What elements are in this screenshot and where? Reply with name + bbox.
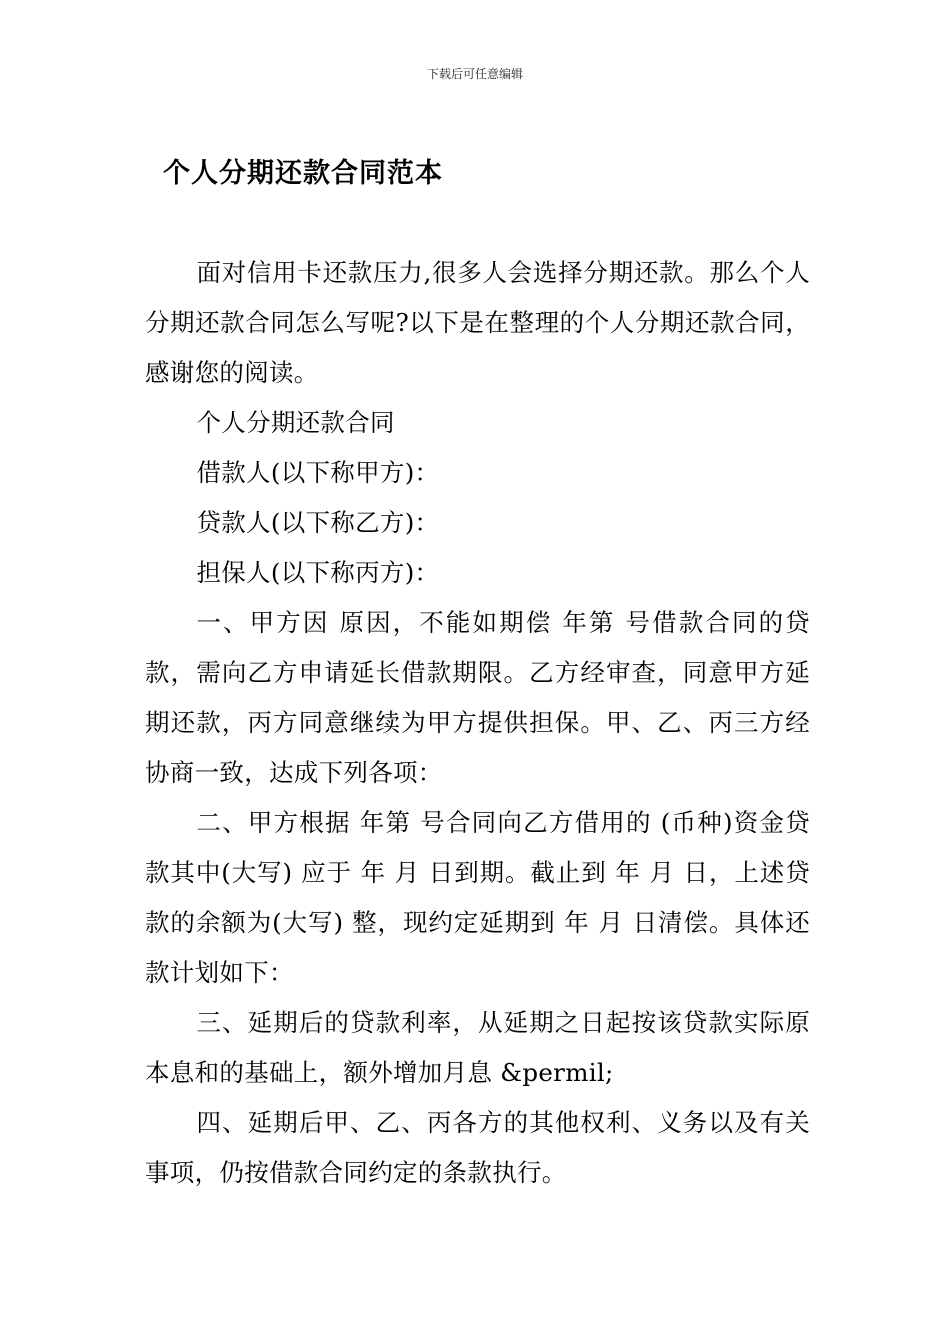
clause-three: 三、延期后的贷款利率，从延期之日起按该贷款实际原本息和的基础上，额外增加月息 &permil; xyxy=(145,1008,810,1087)
lender-line: 贷款人(以下称乙方)： xyxy=(196,508,440,537)
document-body xyxy=(145,248,810,1198)
document-title: 个人分期还款合同范本 xyxy=(163,158,443,189)
guarantor-line: 担保人(以下称丙方)： xyxy=(196,558,440,587)
clause-one: 一、甲方因 原因，不能如期偿 年第 号借款合同的贷款，需向乙方申请延长借款期限。乙方经审查，同意甲方延期还款，丙方同意继续为甲方提供担保。甲、乙、丙三方经协商一致，达成下列各项： xyxy=(145,608,810,787)
borrower-line: 借款人(以下称甲方)： xyxy=(196,458,440,487)
contract-heading: 个人分期还款合同 xyxy=(196,408,395,437)
intro-paragraph: 面对信用卡还款压力,很多人会选择分期还款。那么个人分期还款合同怎么写呢?以下是在整理的个人分期还款合同，感谢您的阅读。 xyxy=(145,258,810,387)
clause-two: 二、甲方根据 年第 号合同向乙方借用的 (币种)资金贷款其中(大写) 应于 年 月 日到期。截止到 年 月 日，上述贷款的余额为(大写) 整，现约定延期到 年 月 日清偿。具体还款计划如下： xyxy=(145,808,810,987)
page-header-note: 下载后可任意编辑 xyxy=(426,67,523,81)
clause-four: 四、延期后甲、乙、丙各方的其他权利、义务以及有关事项，仍按借款合同约定的条款执行。 xyxy=(145,1108,810,1187)
